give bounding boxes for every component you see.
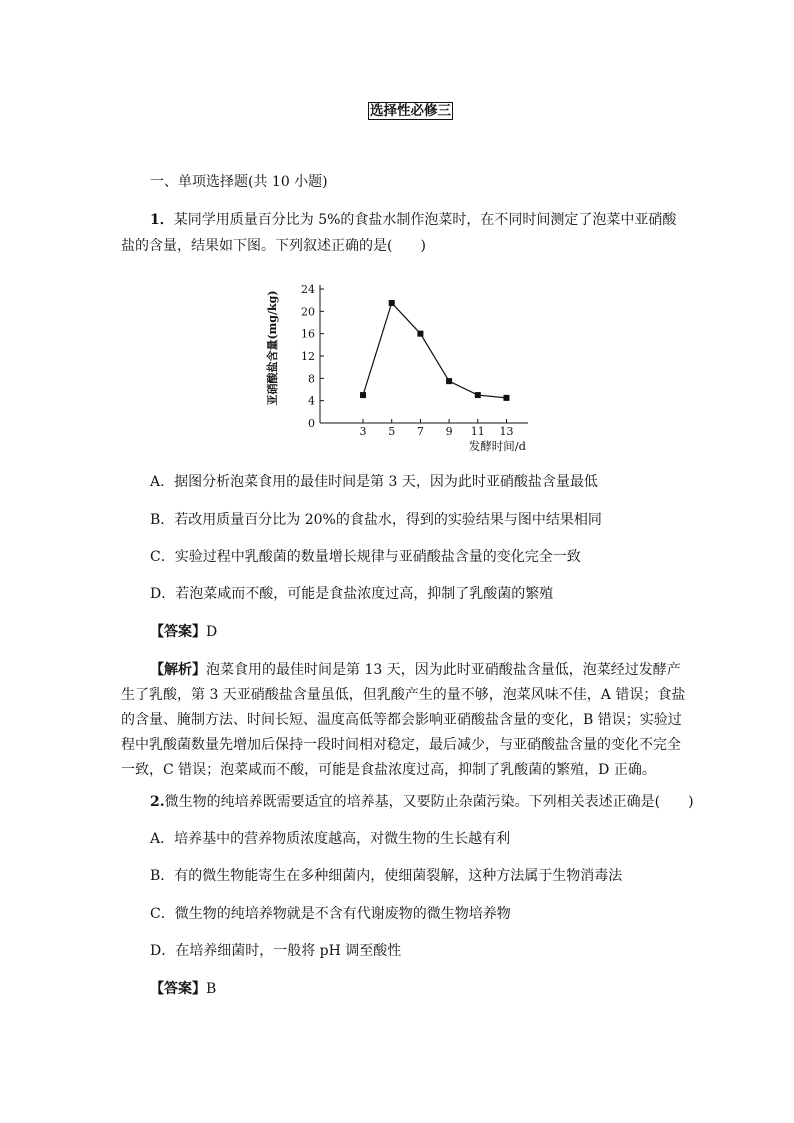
y-tick-label: 8 <box>308 372 315 386</box>
y-tick-label: 12 <box>301 350 315 363</box>
question-1-analysis-line-5: 一致，C 错误；泡菜咸而不酸，可能是食盐浓度过高，抑制了乳酸菌的繁殖，D 正确。 <box>121 762 656 778</box>
question-2-answer <box>150 979 216 999</box>
answer-value: B <box>206 981 217 997</box>
question-1-analysis-line-2: 生了乳酸，第 3 天亚硝酸盐含量虽低，但乳酸产生的量不够，泡菜风味不佳，A 错误；食盐 <box>121 687 686 703</box>
question-2-stem: 微生物的纯培养既需要适宜的培养基，又要防止杂菌污染。下列相关表述正确是( ) <box>164 794 694 810</box>
data-point <box>360 392 366 398</box>
data-point <box>475 392 481 398</box>
question-2-option-a: A．培养基中的营养物质浓度越高，对微生物的生长越有利 <box>150 831 511 847</box>
x-tick-label: 13 <box>499 425 514 438</box>
answer-label: 【答案】 <box>150 981 206 997</box>
analysis-text-1: 泡菜食用的最佳时间是第 13 天，因为此时亚硝酸盐含量低，泡菜经过发酵产 <box>206 662 681 678</box>
x-tick-label: 11 <box>470 425 485 438</box>
question-1-stem-1: 某同学用质量百分比为 5%的食盐水制作泡菜时，在不同时间测定了泡菜中亚硝酸 <box>173 212 677 228</box>
nitrite-chart <box>260 275 540 465</box>
data-point <box>417 331 423 337</box>
question-2-option-c: C．微生物的纯培养物就是不含有代谢废物的微生物培养物 <box>150 906 511 922</box>
y-tick-label: 24 <box>301 283 315 296</box>
question-1-analysis-line-1 <box>150 660 681 680</box>
page-title: 选择性必修三 <box>370 103 451 119</box>
question-1-option-d: D．若泡菜咸而不酸，可能是食盐浓度过高，抑制了乳酸菌的繁殖 <box>150 586 554 602</box>
question-2-number: 2. <box>150 794 165 810</box>
x-tick-label: 9 <box>445 425 453 438</box>
question-1-line-1 <box>150 210 676 230</box>
question-1-analysis-line-3: 的含量、腌制方法、时间长短、温度高低等都会影响亚硝酸盐含量的变化，B 错误；实验过 <box>121 712 682 728</box>
question-1-option-a: A．据图分析泡菜食用的最佳时间是第 3 天，因为此时亚硝酸盐含量最低 <box>150 474 598 490</box>
question-1-answer <box>150 622 217 642</box>
question-1-number: 1． <box>150 212 174 228</box>
x-axis-label: 发酵时间/d <box>468 439 526 453</box>
y-tick-label: 20 <box>301 305 315 319</box>
answer-label: 【答案】 <box>150 624 206 640</box>
question-1-stem-2: 盐的含量，结果如下图。下列叙述正确的是( ) <box>121 238 426 254</box>
data-point <box>446 378 452 384</box>
question-1-option-c: C．实验过程中乳酸菌的数量增长规律与亚硝酸盐含量的变化完全一致 <box>150 549 581 565</box>
question-2-option-d: D．在培养细菌时，一般将 pH 调至酸性 <box>150 943 402 959</box>
series-line <box>363 303 506 398</box>
y-tick-label: 0 <box>308 417 315 430</box>
x-tick-label: 5 <box>388 425 396 438</box>
x-tick-label: 7 <box>416 425 424 438</box>
y-axis-label: 亚硝酸盐含量(mg/kg) <box>266 290 279 406</box>
y-tick-label: 4 <box>308 394 315 408</box>
data-point <box>389 300 395 306</box>
question-1-option-b: B．若改用质量百分比为 20%的食盐水，得到的实验结果与图中结果相同 <box>150 512 602 528</box>
x-tick-label: 3 <box>359 425 367 438</box>
answer-value: D <box>206 624 218 640</box>
data-point <box>503 395 509 401</box>
question-2-line <box>150 792 694 812</box>
question-1-analysis-line-4: 程中乳酸菌数量先增加后保持一段时间相对稳定，最后减少，与亚硝酸盐含量的变化不完全 <box>121 737 681 753</box>
y-tick-label: 16 <box>301 327 315 341</box>
question-2-option-b: B．有的微生物能寄生在多种细菌内，使细菌裂解，这种方法属于生物消毒法 <box>150 868 623 884</box>
analysis-label: 【解析】 <box>150 662 206 678</box>
section-heading: 一、单项选择题(共 10 小题) <box>150 174 328 190</box>
